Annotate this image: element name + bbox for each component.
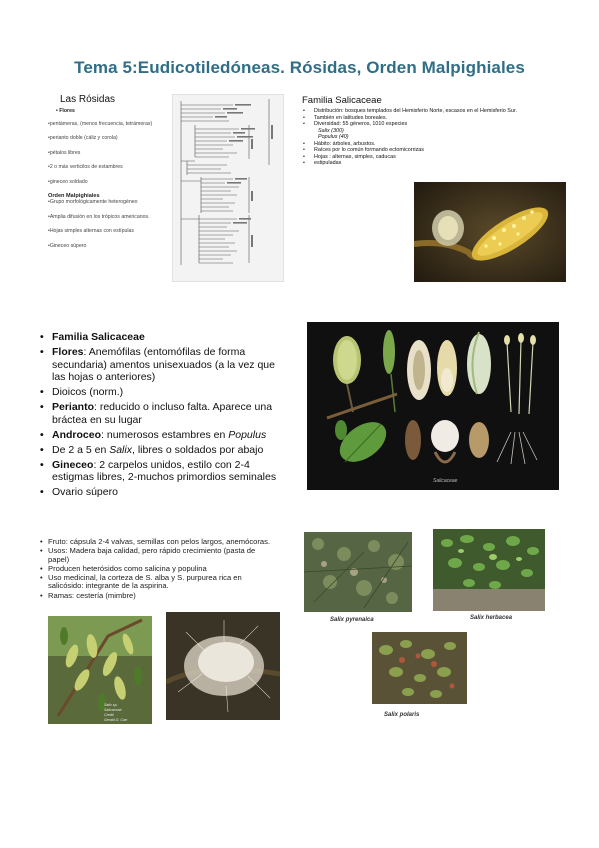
salix-polaris-photo bbox=[372, 632, 467, 704]
list-item: • Ovario súpero bbox=[40, 486, 290, 499]
genus-salix: Salix (300) bbox=[318, 127, 344, 134]
familia-item: • Hojas : alternas, simples, caducas bbox=[302, 154, 574, 161]
list-item: • Uso medicinal, la corteza de S. alba y S. purpurea rica en salicósido: integrante de la aspirina. bbox=[40, 574, 272, 591]
flores-label: • Flores bbox=[56, 108, 75, 114]
rosidas-item: •pétalos libres bbox=[48, 149, 81, 156]
familia-salicaceae-section bbox=[302, 95, 574, 167]
salix-seeds-photo bbox=[166, 612, 280, 720]
list-item: • Fruto: cápsula 2-4 valvas, semillas con pelos largos, anemócoras. bbox=[40, 538, 272, 547]
photo-credit-line: Gerald D. Carr bbox=[104, 718, 128, 722]
salicaceae-flower-list bbox=[40, 331, 290, 501]
salicaceae-uses-list bbox=[40, 538, 272, 601]
list-item: • Producen heterósidos como salicina y populina bbox=[40, 565, 272, 574]
salix-branch-photo bbox=[48, 616, 152, 724]
list-item: • De 2 a 5 en Salix, libres o soldados por abajo bbox=[40, 444, 290, 457]
photo-credit-line: Salix sp. bbox=[104, 703, 118, 707]
familia-header: Familia Salicaceae bbox=[302, 95, 382, 106]
orden-item: •Hojas simples alternas con estípulas bbox=[48, 228, 135, 234]
list-item: • Ramas: cestería (mimbre) bbox=[40, 592, 272, 601]
familia-item: • Hábito: árboles, arbustos. bbox=[302, 141, 574, 148]
familia-item: • Distribución: bosques templados del Hemisferio Norte, escasos en el Hemisferio Sur. bbox=[302, 108, 574, 115]
page-title: Tema 5:Eudicotiledóneas. Rósidas, Orden Malpighiales bbox=[74, 58, 525, 77]
genus-populus: Populus (40) bbox=[318, 134, 349, 140]
rosidas-item: •perianto doble (cáliz y corola) bbox=[48, 135, 118, 141]
list-item: • Usos: Madera baja calidad, pero rápido crecimiento (pasta de papel) bbox=[40, 547, 272, 564]
salix-catkin-photo bbox=[414, 182, 566, 282]
phylogeny-tree-image bbox=[172, 94, 284, 282]
list-item: • Flores: Anemófilas (entomófilas de forma secundaria) amentos unisexuados (a la vez que las hojas o anteriores) bbox=[40, 346, 290, 384]
list-item: • Gineceo: 2 carpelos unidos, estilo con 2-4 estigmas libres, 2-muchos primordios seminales bbox=[40, 459, 290, 484]
list-item: • Perianto: reducido o incluso falta. Aparece una bráctea en su lugar bbox=[40, 401, 290, 426]
salicaceae-botanical-plate bbox=[307, 322, 559, 490]
caption-salix-polaris: Salix polaris bbox=[384, 712, 420, 718]
list-item: • Dioicos (norm.) bbox=[40, 386, 290, 399]
caption-salix-pyrenaica: Salix pyrenaica bbox=[330, 617, 374, 623]
familia-item: • Diversidad: 55 géneros, 1010 especies bbox=[302, 121, 574, 128]
photo-credit-line: Credit bbox=[104, 713, 114, 717]
orden-item: •Amplia difusión en los trópicos americanos. bbox=[48, 213, 150, 220]
orden-item: •Gineceo súpero bbox=[48, 242, 87, 249]
rosidas-section bbox=[48, 94, 172, 257]
salix-pyrenaica-photo bbox=[304, 532, 412, 612]
rosidas-header: Las Rósidas bbox=[60, 94, 116, 105]
salix-herbacea-photo bbox=[433, 529, 545, 611]
familia-item: • Raíces por lo común formando ectomicorrizas bbox=[302, 147, 574, 154]
caption-salix-herbacea: Salix herbacea bbox=[470, 615, 513, 621]
list-item: • Familia Salicaceae bbox=[40, 331, 290, 344]
list-item: • Androceo: numerosos estambres en Populus bbox=[40, 429, 290, 442]
photo-credit-line: Salicaceae bbox=[104, 708, 122, 712]
familia-item: • estipuladas bbox=[302, 160, 574, 167]
orden-item: •Grupo morfológicamente heterogéneo bbox=[48, 199, 138, 205]
rosidas-item: •2 o más verticilos de estambres bbox=[48, 164, 123, 170]
plate-label: Salicaceae bbox=[433, 478, 458, 484]
rosidas-item: •pentámeras, (menos frecuencia, tetrámeras) bbox=[48, 120, 153, 127]
familia-item: • También en latitudes boreales. bbox=[302, 115, 574, 122]
orden-label: Orden Malpighiales bbox=[48, 193, 100, 199]
rosidas-item: •gineceo soldado bbox=[48, 178, 88, 185]
